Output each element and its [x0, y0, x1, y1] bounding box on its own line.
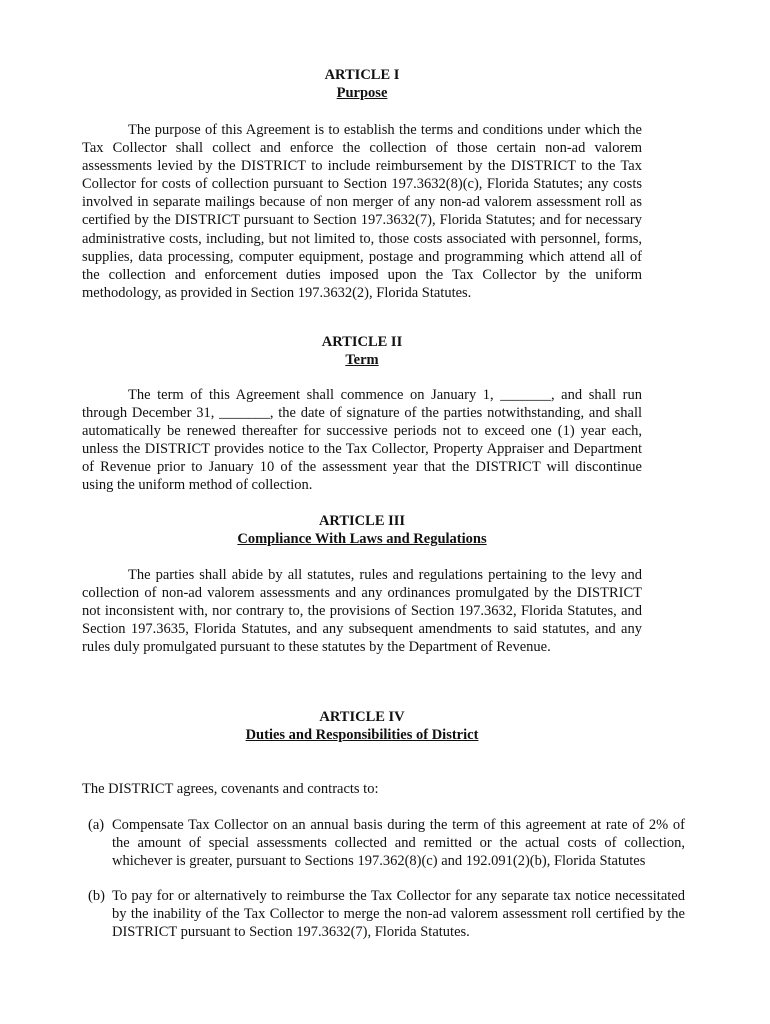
- article-1-paragraph: The purpose of this Agreement is to establish the terms and conditions under which the Tax Collector shall collect and enforce the collection of those certain non-ad valorem assessments levied by the DISTRICT to include reimbursement by the DISTRICT to the Tax Collector for costs of collection pursuant to Section 197.3632(8)(c), Florida Statutes; any costs involved in separate mailings because of non merger of any non-ad valorem assessment roll as certified by the DISTRICT pursuant to Section 197.3632(7), Florida Statutes; and for necessary administrative costs, including, but not limited to, those costs associated with personnel, forms, supplies, data processing, computer equipment, postage and programming which attend all of the collection and enforcement duties imposed upon the Tax Collector by the uniform methodology, as provided in Section 197.3632(2), Florida Statutes.: [82, 122, 642, 301]
- article-2-title: ARTICLE II: [321, 334, 403, 350]
- article-4-title: ARTICLE IV: [319, 709, 405, 725]
- article-3-subtitle: Compliance With Laws and Regulations: [237, 531, 487, 547]
- list-item-b: [88, 887, 685, 941]
- article-2-paragraph: The term of this Agreement shall commence on January 1, _______, and shall run through December 31, _______, the date of signature of the parties notwithstanding, and shall automatically be renewed thereafter for successive periods not to exceed one (1) year each, unless the DISTRICT provides notice to the Tax Collector, Property Appraiser and Department of Revenue prior to January 10 of the assessment year that the DISTRICT will discontinue using the uniform method of collection.: [82, 387, 642, 494]
- article-1-subtitle: Purpose: [336, 85, 388, 101]
- article-3-heading: [82, 512, 642, 548]
- article-1-title: ARTICLE I: [324, 67, 400, 83]
- list-text-b: To pay for or alternatively to reimburse the Tax Collector for any separate tax notice necessitated by the inability of the Tax Collector to merge the non-ad valorem assessment roll certified by the DISTRICT pursuant to Section 197.3632(7), Florida Statutes.: [112, 888, 685, 941]
- article-1-heading: [82, 66, 642, 102]
- list-marker-b: (b): [88, 888, 105, 904]
- article-2-subtitle: Term: [345, 352, 379, 368]
- list-marker-a: (a): [88, 817, 105, 833]
- article-4-heading: [82, 708, 642, 744]
- list-item-a: [88, 816, 685, 870]
- article-3-paragraph: The parties shall abide by all statutes, rules and regulations pertaining to the levy and collection of non-ad valorem assessments and any ordinances promulgated by the DISTRICT not inconsistent with, nor contrary to, the provisions of Section 197.3632, Florida Statutes, and Section 197.3635, Florida Statutes, and any subsequent amendments to said statutes, and any rules duly promulgated pursuant to these statutes by the Department of Revenue.: [82, 567, 642, 656]
- article-2-heading: [82, 333, 642, 369]
- article-4-subtitle: Duties and Responsibilities of District: [245, 727, 479, 743]
- article-4-intro: The DISTRICT agrees, covenants and contracts to:: [82, 781, 379, 797]
- article-3-title: ARTICLE III: [318, 513, 406, 529]
- list-text-a: Compensate Tax Collector on an annual basis during the term of this agreement at rate of 2% of the amount of special assessments collected and remitted or the actual costs of collection, whichever is greater, pursuant to Sections 197.362(8)(c) and 192.091(2)(b), Florida Statutes: [112, 817, 685, 870]
